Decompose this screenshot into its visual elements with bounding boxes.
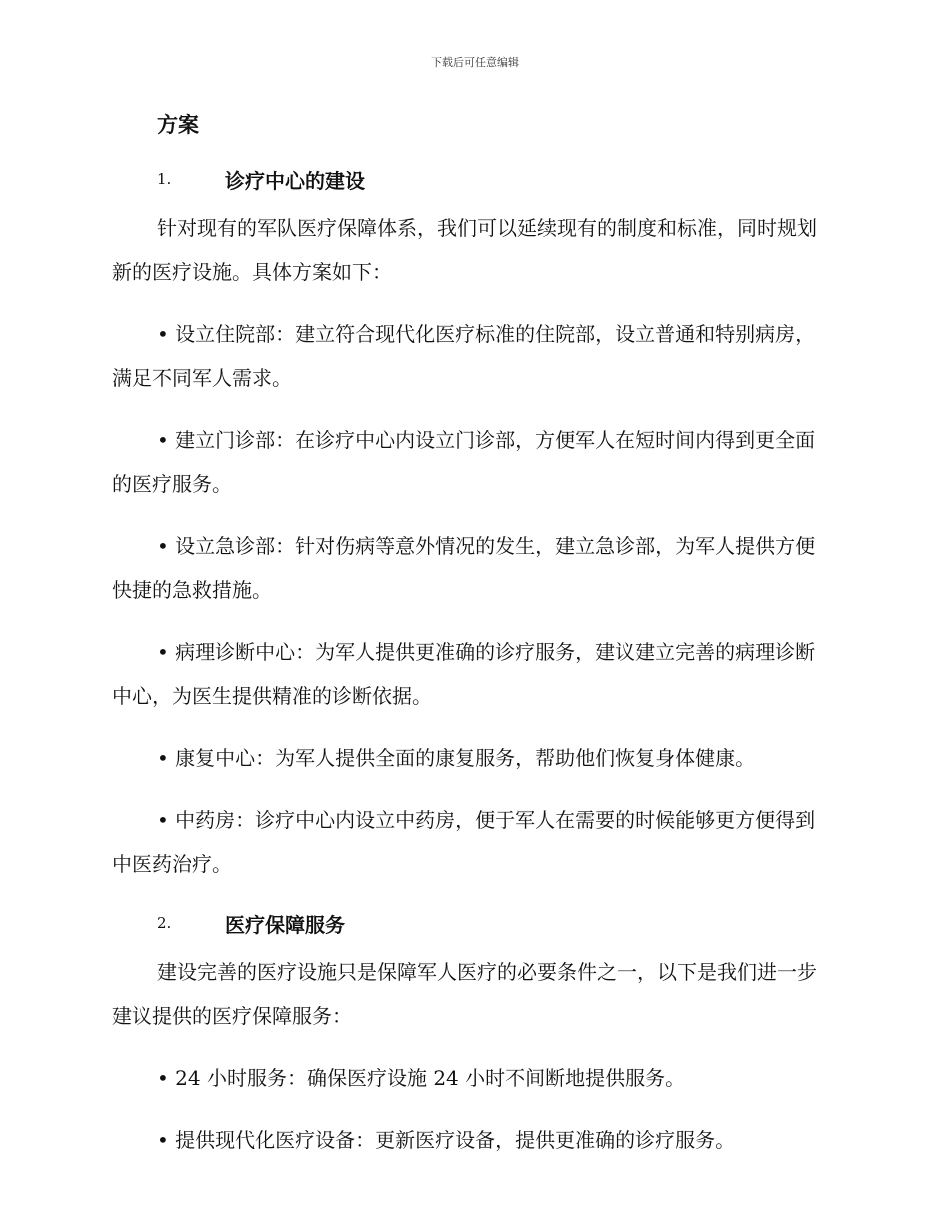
bullet-paragraph: • 提供现代化医疗设备：更新医疗设备，提供更准确的诊疗服务。 [157,1128,736,1152]
bullet-paragraph: • 建立门诊部：在诊疗中心内设立门诊部，方便军人在短时间内得到更全面的医疗服务。 [112,428,816,496]
section-heading-1 [112,162,832,196]
section-number: 2. [157,914,172,932]
document-body [112,108,832,1162]
page-header-note: 下载后可任意编辑 [431,56,519,69]
bullet-paragraph: • 中药房：诊疗中心内设立中药房，便于军人在需要的时候能够更方便得到中医药治疗。 [112,808,816,876]
section-title: 医疗保障服务 [225,912,345,937]
bullet-paragraph: • 设立住院部：建立符合现代化医疗标准的住院部，设立普通和特别病房，满足不同军人需求。 [112,322,816,390]
paragraph: 建设完善的医疗设施只是保障军人医疗的必要条件之一，以下是我们进一步建议提供的医疗保障服务： [112,960,817,1028]
document-title: 方案 [157,113,199,137]
section-title: 诊疗中心的建设 [225,168,365,193]
bullet-paragraph: • 设立急诊部：针对伤病等意外情况的发生，建立急诊部，为军人提供方便快捷的急救措施。 [112,534,816,602]
bullet-paragraph: • 病理诊断中心：为军人提供更准确的诊疗服务，建议建立完善的病理诊断中心，为医生提供精准的诊断依据。 [112,640,816,708]
bullet-paragraph: • 24 小时服务：确保医疗设施 24 小时不间断地提供服务。 [157,1066,686,1090]
section-number: 1. [157,170,172,188]
bullet-paragraph: • 康复中心：为军人提供全面的康复服务，帮助他们恢复身体健康。 [157,746,756,770]
paragraph: 针对现有的军队医疗保障体系，我们可以延续现有的制度和标准，同时规划新的医疗设施。具体方案如下： [112,216,817,284]
section-heading-2 [112,906,832,940]
